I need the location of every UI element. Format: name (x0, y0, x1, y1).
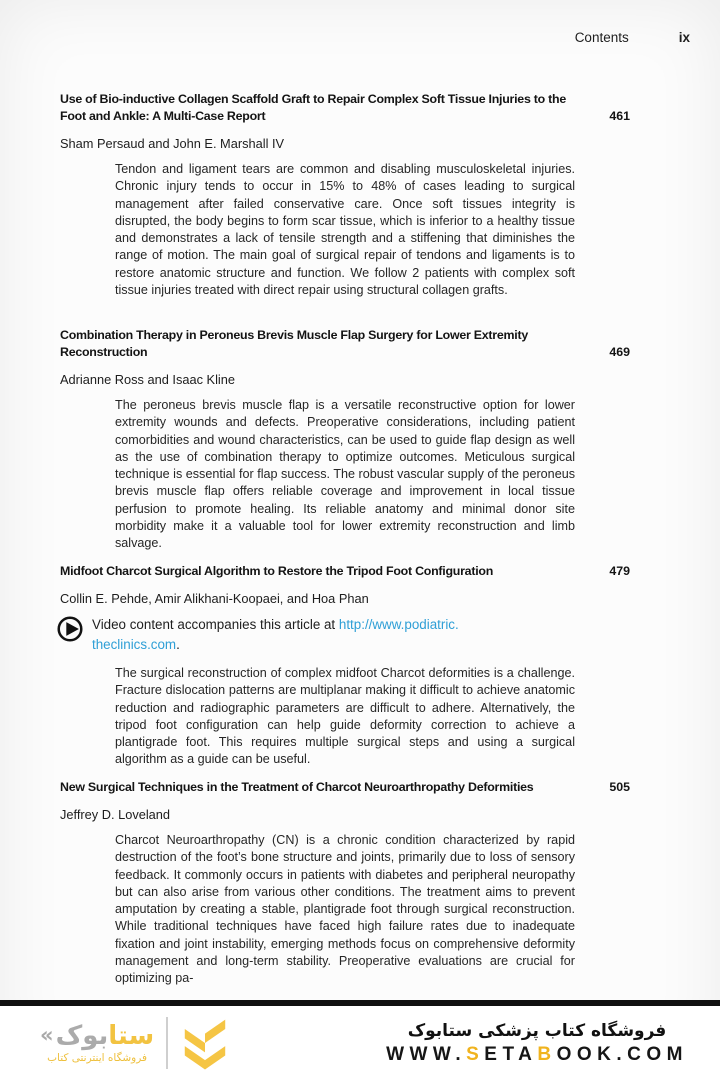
article-title-row (60, 563, 630, 580)
wordmark-yellow-part: ستا (108, 1020, 155, 1051)
article-abstract: Tendon and ligament tears are common and disabling musculoskeletal injuries. Chronic injury tends to occur in 15% to 48% of cases leading to surgical management after failed conservative care. Once soft tissues integrity is disrupted, the body begins to form scar tissue, which is inferior to a healthy tissue and demonstrates a lack of tensile strength and a stiffening that diminishes the range of motion. The main goal of surgical repair of tendons and ligaments is to restore anatomic structure and function. We follow 2 patients with complex soft tissue injuries treated with direct repair using structural collagen grafts. (115, 162, 575, 298)
article-entry (60, 779, 630, 988)
article-entry (60, 91, 630, 317)
table-of-contents (60, 91, 630, 998)
guillemet-icon: « (40, 1023, 54, 1047)
video-link[interactable]: theclinics.com (92, 637, 177, 652)
url-segment: S (466, 1043, 485, 1065)
video-link[interactable]: http://www.podiatric. (338, 617, 459, 632)
bookstore-footer (0, 1000, 720, 1080)
article-title-row (60, 91, 630, 125)
article-authors: Jeffrey D. Loveland (60, 807, 171, 822)
article-title: Combination Therapy in Peroneus Brevis Muscle Flap Surgery for Lower Extremity Reconstruction (60, 328, 528, 359)
url-segment: B (537, 1043, 557, 1065)
bookstore-logo-text (40, 1020, 155, 1064)
logo-divider (166, 1017, 168, 1069)
article-entry (60, 563, 630, 769)
bookstore-logo (40, 1015, 230, 1071)
article-authors: Adrianne Ross and Isaac Kline (60, 372, 235, 387)
article-abstract: The surgical reconstruction of complex midfoot Charcot deformities is a challenge. Fracture dislocation patterns are multiplanar making it difficult to achieve anatomic reduction and radiographic parameters are difficult to adhere. Alternatively, the tripod foot configuration can help guide deformity correction to achieve a plantigrade foot. This requires multiple surgical steps and using a surgical algorithm as a guide can be useful. (115, 666, 575, 767)
article-title-row (60, 779, 630, 796)
running-head-folio: ix (678, 30, 690, 45)
article-title: Use of Bio-inductive Collagen Scaffold Graft to Repair Complex Soft Tissue Injuries to the Foot and Ankle: A Multi-Case Report (60, 92, 567, 123)
article-abstract: The peroneus brevis muscle flap is a versatile reconstructive option for lower extremity wounds and defects. Preoperative considerations, including patient comorbidities and wound characteristics, can be used to guide flap design as well as the use of combination therapy to optimize outcomes. Meticulous surgical technique is essential for flap success. The robust vascular supply of the peroneus brevis muscle flap offers reliable coverage and improvement in local tissue perfusion to promote healing. Its reliable anatomy and minimal donor site morbidity make it a valuable tool for lower extremity reconstruction and limb salvage. (115, 398, 575, 551)
article-title: Midfoot Charcot Surgical Algorithm to Restore the Tripod Foot Configuration (60, 564, 494, 578)
article-title-row (60, 327, 630, 361)
article-page-number: 461 (609, 109, 630, 123)
url-segment: OOK.COM (556, 1043, 688, 1065)
video-play-icon (57, 616, 83, 642)
article-page-number: 505 (609, 780, 630, 794)
double-chevron-icon (180, 1015, 230, 1071)
bookstore-name-farsi: فروشگاه کتاب پزشکی ستابوک (407, 1020, 667, 1041)
bookstore-info (386, 1021, 694, 1066)
bookstore-wordmark (40, 1020, 155, 1051)
running-head (575, 30, 690, 45)
video-notice-prefix: Video content accompanies this article at (92, 617, 339, 632)
bookstore-url (386, 1044, 688, 1066)
video-notice (57, 615, 630, 655)
bookstore-tagline: فروشگاه اینترنتی کتاب (47, 1051, 148, 1064)
running-head-section: Contents (574, 30, 629, 45)
article-authors: Sham Persaud and John E. Marshall IV (60, 136, 285, 151)
article-page-number: 479 (609, 564, 630, 578)
article-title: New Surgical Techniques in the Treatment of Charcot Neuroarthropathy Deformities (60, 780, 534, 794)
article-entry (60, 327, 630, 553)
url-segment: ETA (484, 1043, 538, 1065)
bookstore-footer-inner (0, 1006, 720, 1080)
article-authors: Collin E. Pehde, Amir Alikhani-Koopaei, and Hoa Phan (60, 591, 369, 606)
wordmark-gray-part: بوک (55, 1020, 109, 1051)
article-abstract: Charcot Neuroarthropathy (CN) is a chronic condition characterized by rapid destruction of the foot’s bone structure and joints, primarily due to loss of sensory feedback. It commonly occurs in patients with diabetes and peripheral neuropathy but can also arise from various other conditions. The treatment aims to prevent amputation by creating a stable, plantigrade foot through surgical reconstruction. While traditional techniques have faced high failure rates due to inadequate fixation and joint instability, emerging methods focus on comprehensive deformity management and long-term stability. Preoperative evaluations are crucial for optimizing pa- (115, 833, 575, 986)
url-segment: WWW. (386, 1043, 467, 1065)
video-notice-text (92, 615, 532, 655)
article-page-number: 469 (609, 345, 630, 359)
video-notice-suffix: . (176, 637, 180, 652)
